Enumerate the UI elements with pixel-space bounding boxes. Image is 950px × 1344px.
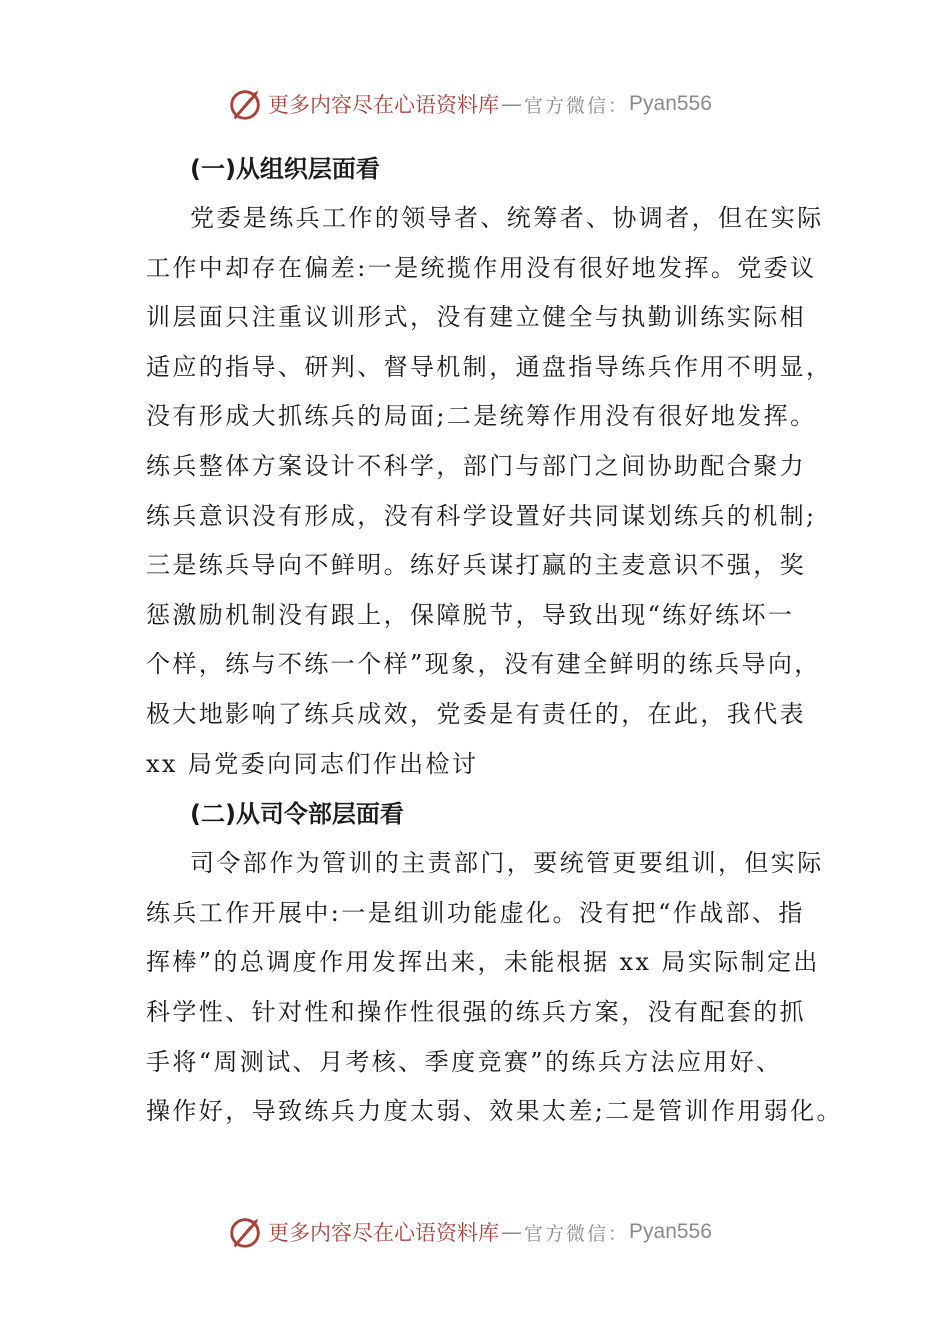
wechat-account: Pyan556 bbox=[629, 1220, 712, 1243]
text-line: 个样，练与不练一个样”现象，没有建全鲜明的练兵导向， bbox=[146, 650, 821, 679]
text-line: 训层面只注重议训形式，没有建立健全与执勤训练实际相 bbox=[146, 303, 806, 332]
text-line: 工作中却存在偏差:一是统揽作用没有很好地发挥。党委议 bbox=[146, 253, 817, 282]
header-watermark-banner bbox=[226, 84, 746, 124]
text-line: 科学性、针对性和操作性很强的练兵方案，没有配套的抓 bbox=[146, 997, 806, 1026]
brand-text: 更多内容尽在心语资料库 bbox=[268, 1221, 499, 1245]
text-line: 练兵意识没有形成，没有科学设置好共同谋划练兵的机制; bbox=[146, 501, 817, 530]
text-line: 手将“周测试、月考核、季度竞赛”的练兵方法应用好、 bbox=[146, 1047, 783, 1076]
section-paragraph bbox=[146, 839, 843, 1137]
text-line: 司令部作为管训的主责部门，要统管更要组训，但实际 bbox=[190, 849, 824, 878]
text-line: 练兵工作开展中:一是组训功能虚化。没有把“作战部、指 bbox=[146, 898, 805, 927]
text-line: 没有形成大抓练兵的局面;二是统筹作用没有很好地发挥。 bbox=[146, 402, 817, 431]
banner-dash: — bbox=[501, 92, 522, 116]
document-body bbox=[146, 144, 843, 1137]
section-heading: (二)从司令部层面看 bbox=[190, 800, 404, 829]
text-line: 三是练兵导向不鲜明。练好兵谋打赢的主麦意识不强，奖 bbox=[146, 551, 806, 580]
section-paragraph bbox=[146, 194, 833, 789]
text-line: 操作好，导致练兵力度太弱、效果太差;二是管训作用弱化。 bbox=[146, 1097, 843, 1126]
text-line: 练兵整体方案设计不科学，部门与部门之间协助配合聚力 bbox=[146, 451, 806, 480]
text-line: 极大地影响了练兵成效，党委是有责任的，在此，我代表 bbox=[146, 699, 806, 728]
text-line: 挥棒”的总调度作用发挥出来，未能根据 xx 局实际制定出 bbox=[146, 948, 820, 977]
wechat-label: 官方微信： bbox=[524, 1222, 630, 1245]
text-line: xx 局党委向同志们作出检讨 bbox=[146, 749, 479, 778]
wechat-account: Pyan556 bbox=[629, 92, 712, 115]
text-line: 党委是练兵工作的领导者、统筹者、协调者，但在实际 bbox=[190, 204, 824, 232]
text-line: 适应的指导、研判、督导机制，通盘指导练兵作用不明显， bbox=[146, 352, 833, 381]
text-line: 惩激励机制没有跟上，保障脱节，导致出现“练好练坏一 bbox=[146, 600, 795, 629]
footer-watermark-banner bbox=[226, 1212, 746, 1252]
section-heading: (一)从组织层面看 bbox=[190, 155, 380, 183]
brand-text: 更多内容尽在心语资料库 bbox=[268, 93, 499, 117]
pen-nib-logo-icon bbox=[226, 85, 264, 123]
pen-nib-logo-icon bbox=[226, 1213, 264, 1251]
banner-dash: — bbox=[501, 1220, 522, 1244]
wechat-label: 官方微信： bbox=[524, 94, 630, 117]
